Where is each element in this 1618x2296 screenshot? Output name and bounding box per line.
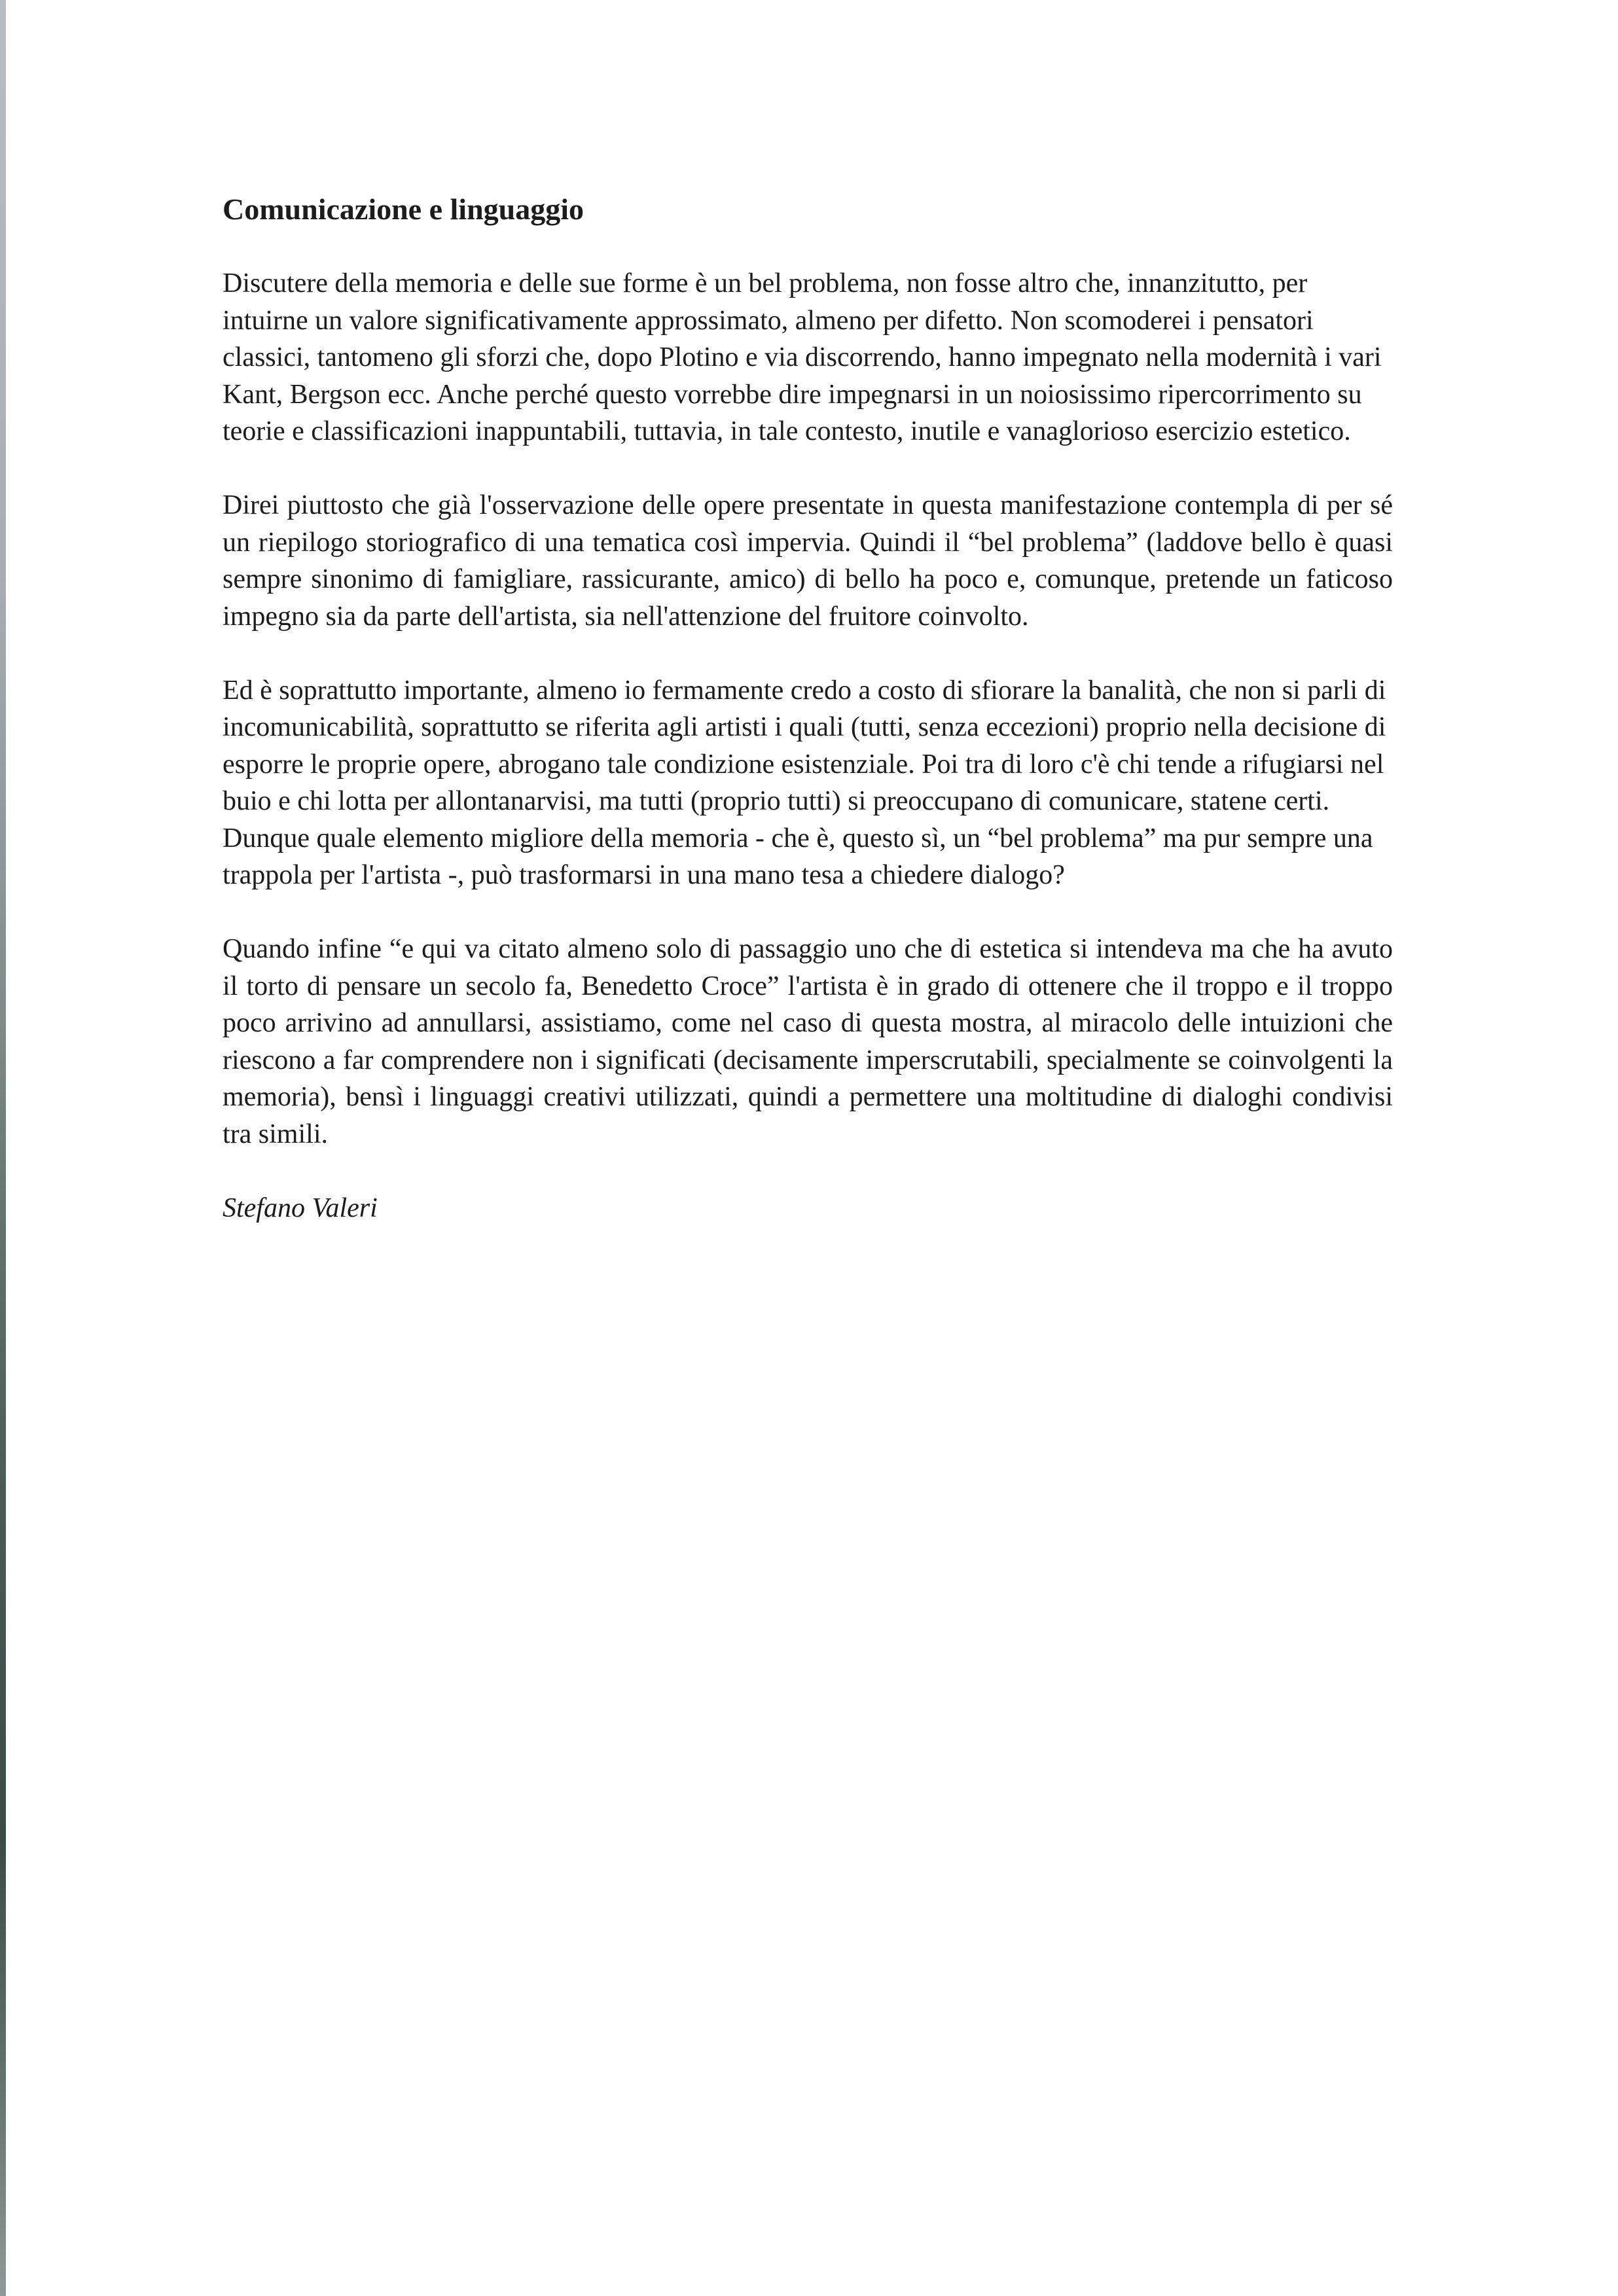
document-page [223, 191, 1393, 1227]
document-title: Comunicazione e linguaggio [223, 192, 584, 226]
author-signature: Stefano Valeri [223, 1193, 378, 1223]
scan-edge-strip [0, 0, 6, 2296]
paragraph-3: Ed è soprattutto importante, almeno io fermamente credo a costo di sfiorare la banalità, che non si parli di incomunicabilità, soprattutto se riferita agli artisti i quali (tutti, senza eccezioni) proprio nella decisione di esporre le proprie opere, abrogano tale condizione esistenziale. Poi tra di loro c'è chi tende a rifugiarsi nel buio e chi lotta per allontanarvisi, ma tutti (proprio tutti) si preoccupano di comunicare, statene certi. Dunque quale elemento migliore della memoria - che è, questo sì, un “bel problema” ma pur sempre una trappola per l'artista -, può trasformarsi in una mano tesa a chiedere dialogo? [223, 675, 1386, 890]
paragraph-2: Direi piuttosto che già l'osservazione delle opere presentate in questa manifestazione contempla di per sé un riepilogo storiografico di una tematica così impervia. Quindi il “bel problema” (laddove bello è quasi sempre sinonimo di famigliare, rassicurante, amico) di bello ha poco e, comunque, pretende un faticoso impegno sia da parte dell'artista, sia nell'attenzione del fruitore coinvolto. [223, 490, 1393, 632]
paragraph-4: Quando infine “e qui va citato almeno solo di passaggio uno che di estetica si intendeva ma che ha avuto il torto di pensare un secolo fa, Benedetto Croce” l'artista è in grado di ottenere che il troppo e il troppo poco arrivino ad annullarsi, assistiamo, come nel caso di questa mostra, al miracolo delle intuizioni che riescono a far comprendere non i significati (decisamente imperscrutabili, specialmente se coinvolgenti la memoria), bensì i linguaggi creativi utilizzati, quindi a permettere una moltitudine di dialoghi condivisi tra simili. [223, 934, 1393, 1149]
paragraph-1: Discutere della memoria e delle sue forme è un bel problema, non fosse altro che, innanzitutto, per intuirne un valore significativamente approssimato, almeno per difetto. Non scomoderei i pensatori classici, tantomeno gli sforzi che, dopo Plotino e via discorrendo, hanno impegnato nella modernità i vari Kant, Bergson ecc. Anche perché questo vorrebbe dire impegnarsi in un noiosissimo ripercorrimento su teorie e classificazioni inappuntabili, tuttavia, in tale contesto, inutile e vanaglorioso esercizio estetico. [223, 268, 1382, 446]
